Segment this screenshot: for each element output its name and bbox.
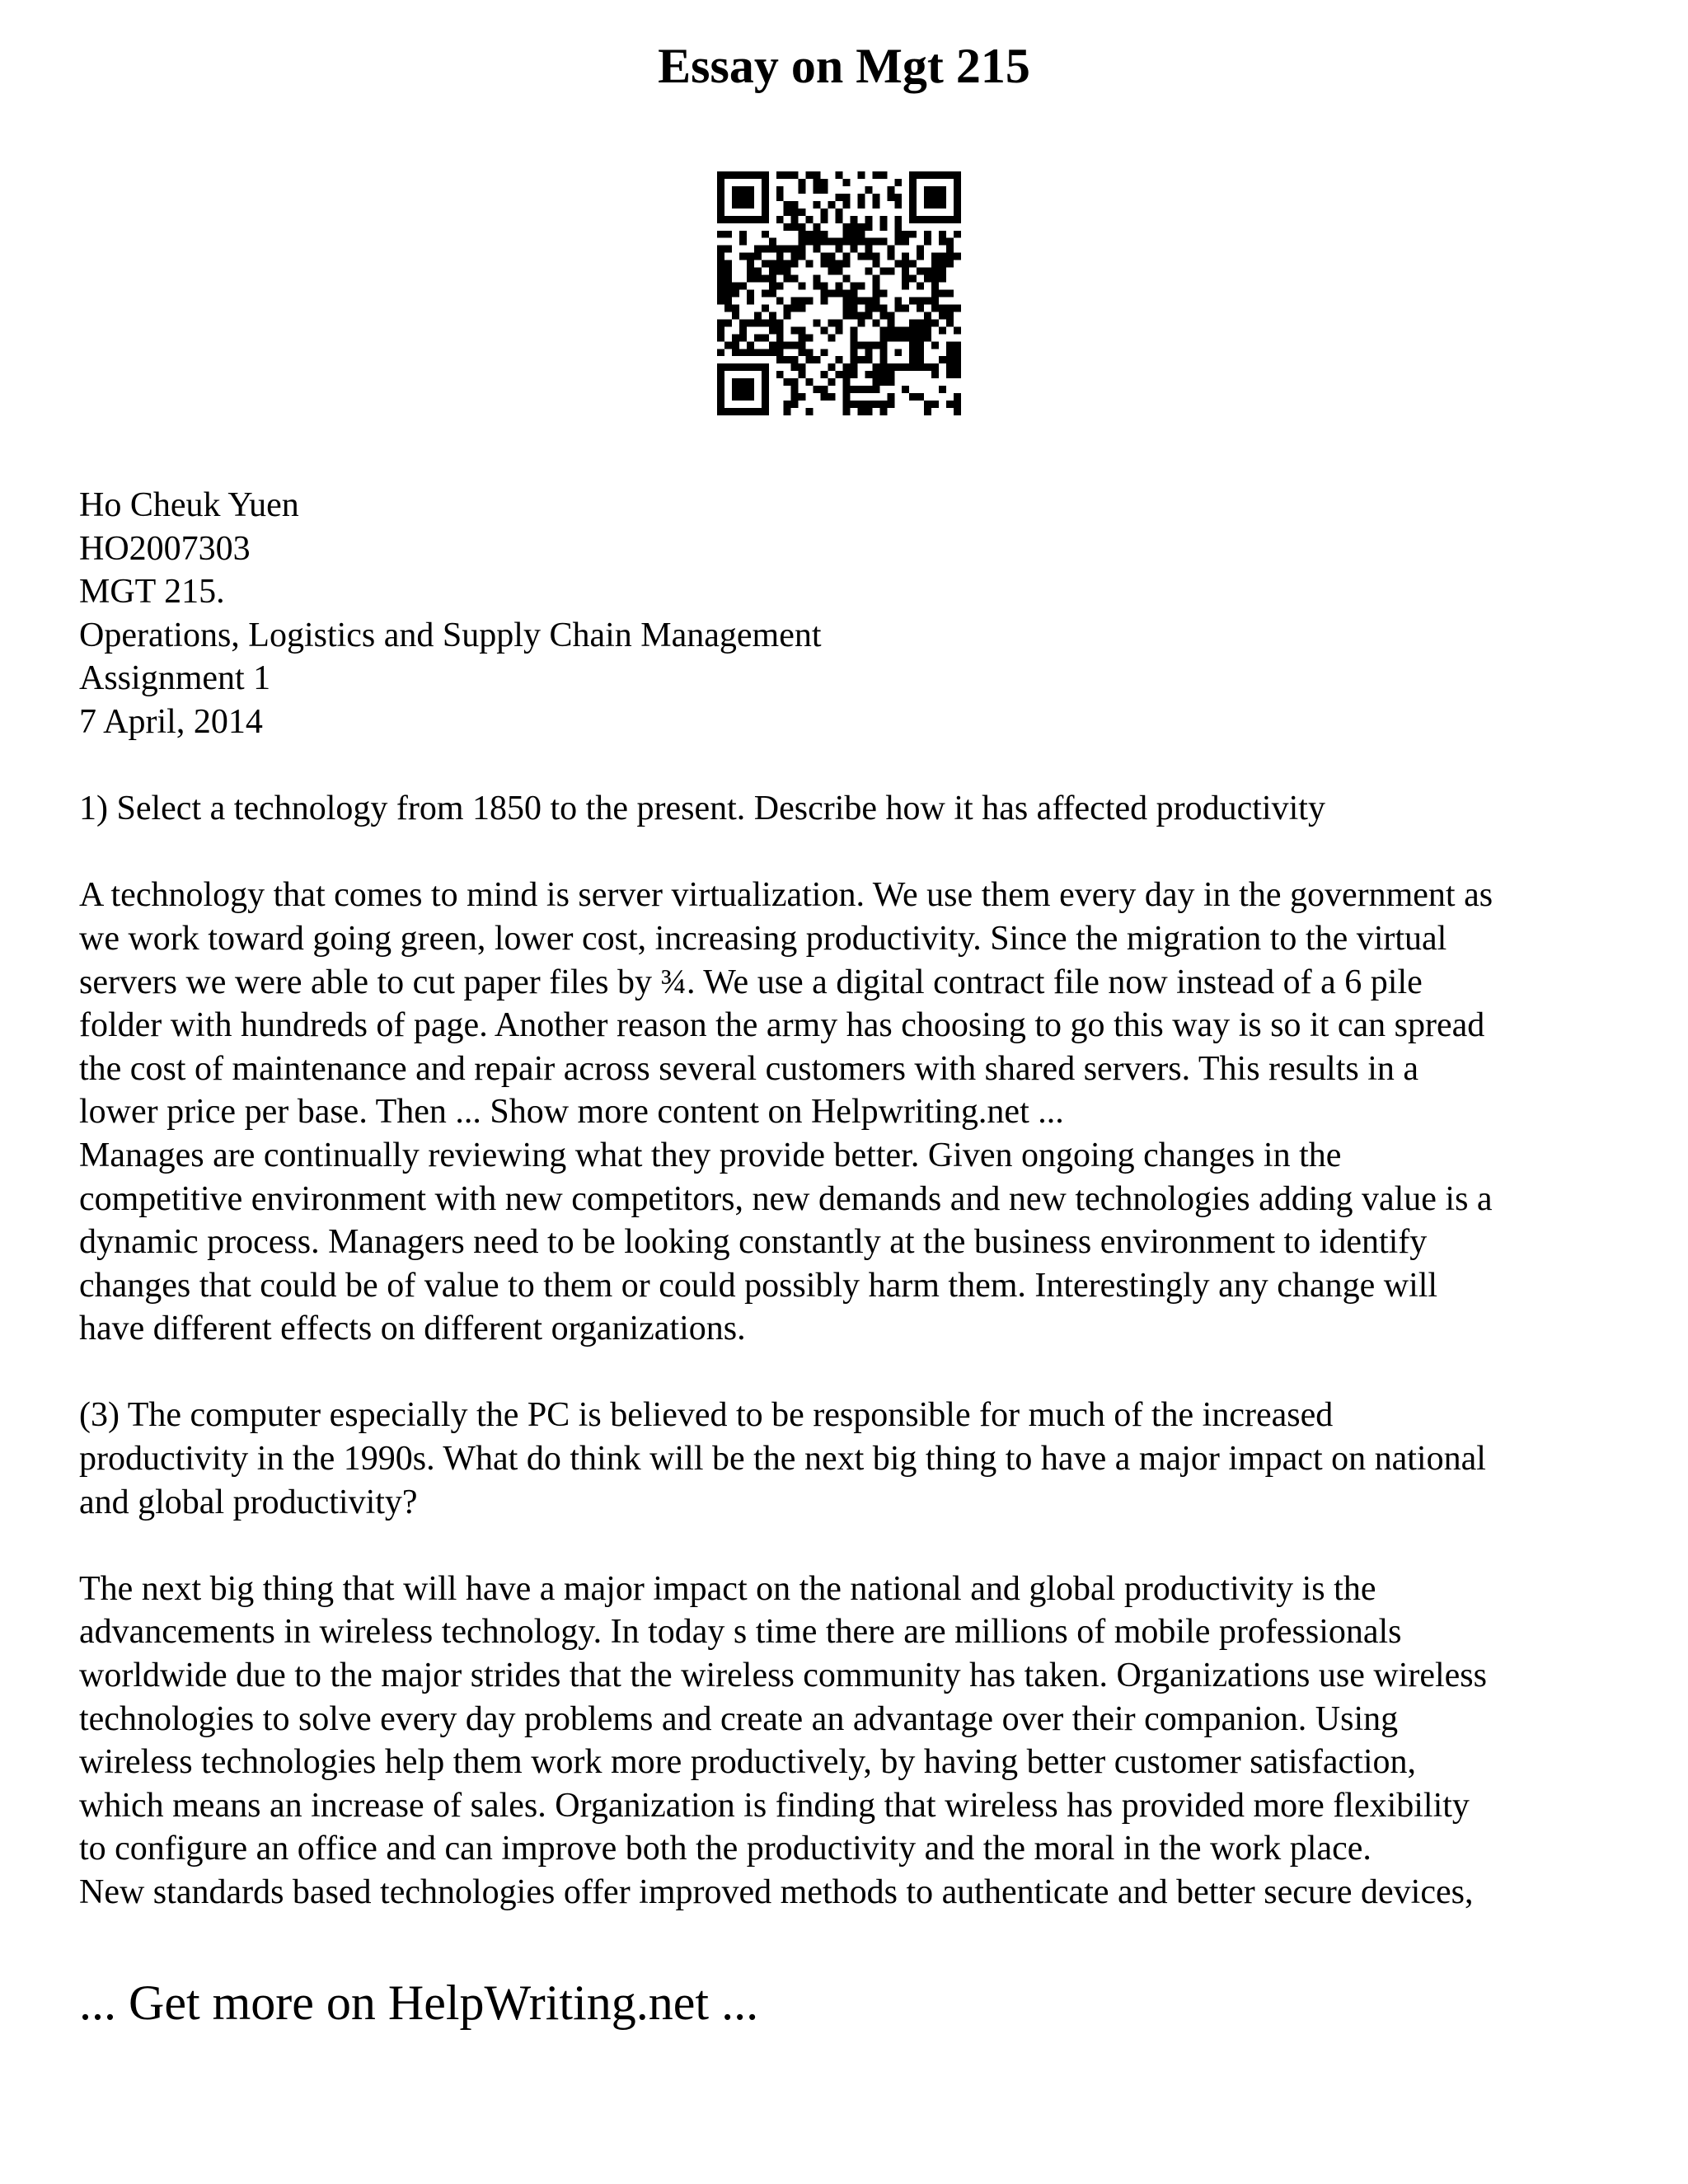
answer-1: A technology that comes to mind is server virtualization. We use them every day in the government as we work toward going green, lower cost, increasing productivity. Since the migration to the virtual servers we were able to cut paper files by ¾. We use a digital contract file now instead of a 6 pile folder with hundreds of page. Another reason the army has choosing to go this way is so it can spread the cost of maintenance and repair across several customers with shared servers. This results in a lower price per base. Then ... Show more content on Helpwriting.net ... <box>79 876 1493 1132</box>
essay-body <box>79 484 1620 1915</box>
student-id: HO2007303 <box>79 529 251 568</box>
answer-2: Manages are continually reviewing what they provide better. Given ongoing changes in the competitive environment with new competitors, new demands and new technologies adding value is a dynamic process. Managers need to be looking constantly at the business environment to identify changes that could be of value to them or could possibly harm them. Interestingly any change will have different effects on different organizations. <box>79 1136 1493 1348</box>
question-3: (3) The computer especially the PC is believed to be responsible for much of the increased productivity in the 1990s. What do think will be the next big thing to have a major impact on national and global productivity? <box>79 1396 1486 1521</box>
course-code: MGT 215. <box>79 573 225 612</box>
get-more-link[interactable]: ... Get more on HelpWriting.net ... <box>79 1975 759 2030</box>
assignment-label: Assignment 1 <box>79 659 271 698</box>
course-name: Operations, Logistics and Supply Chain Management <box>79 616 822 654</box>
answer-3: The next big thing that will have a major impact on the national and global productivity is the advancements in wireless technology. In today s time there are millions of mobile professionals worldwide due to the major strides that the wireless community has taken. Organizations use wireless technologies to solve every day problems and create an advantage over their companion. Using wireless technologies help them work more productively, by having better customer satisfaction, which means an increase of sales. Organization is finding that wireless has provided more flexibility to configure an office and can improve both the productivity and the moral in the work place. <box>79 1569 1487 1868</box>
qr-code-icon <box>717 171 961 415</box>
date: 7 April, 2014 <box>79 702 263 741</box>
question-1: 1) Select a technology from 1850 to the present. Describe how it has affected productivity <box>79 790 1325 828</box>
header-block <box>79 484 1620 744</box>
page-title: Essay on Mgt 215 <box>658 39 1030 93</box>
answer-3-continued: New standards based technologies offer improved methods to authenticate and better secure devices, <box>79 1873 1474 1911</box>
author-name: Ho Cheuk Yuen <box>79 486 299 524</box>
